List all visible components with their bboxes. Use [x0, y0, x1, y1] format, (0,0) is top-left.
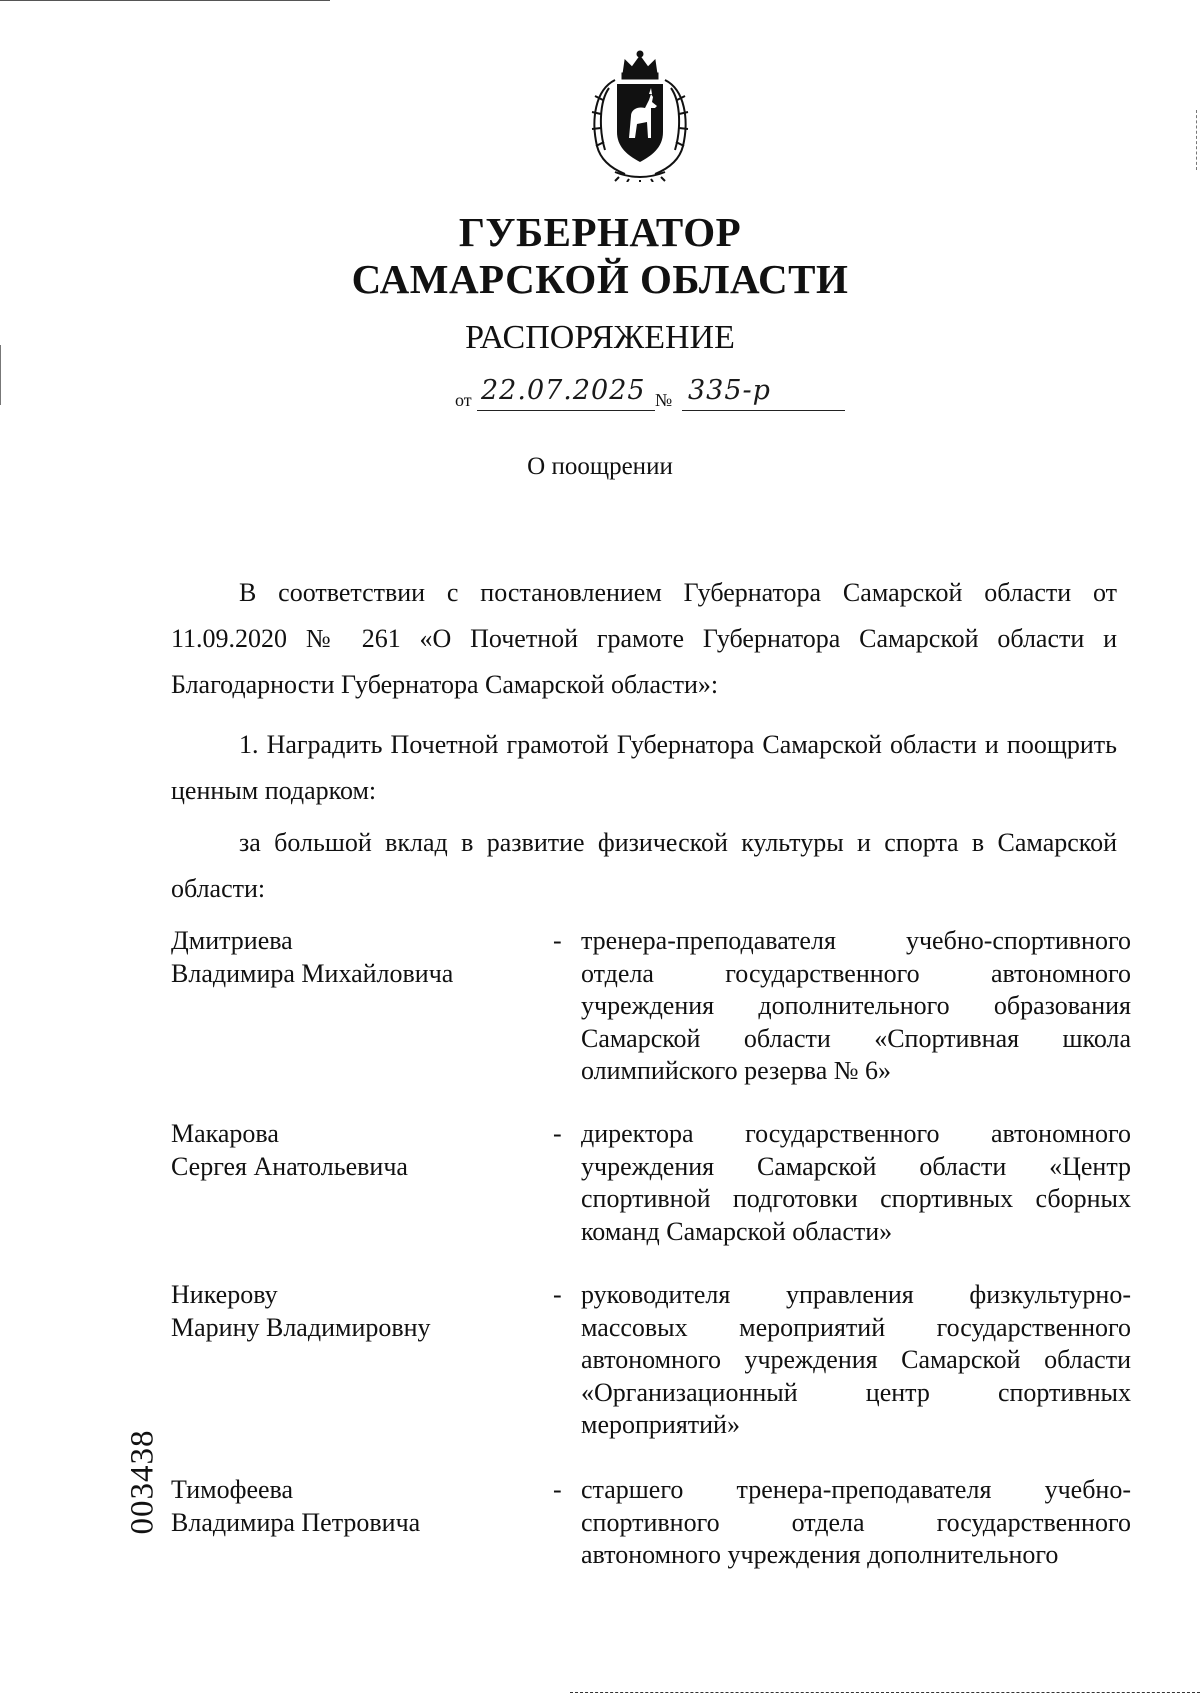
registration-line: [455, 372, 845, 416]
awardee-position: тренера-преподавателя учебно-спортивного отдела государственного автономного учреждения дополнительного образования Самарской области «Спортивная школа олимпийского резерва № 6»: [581, 926, 1131, 1085]
date-prefix: от: [455, 390, 472, 410]
coat-of-arms-icon: [585, 50, 695, 182]
awardee-given-names: Марину Владимировну: [171, 1312, 431, 1342]
item-1-paragraph: 1. Наградить Почетной грамотой Губернатора Самарской области и поощрить ценным подарком:: [171, 730, 1117, 805]
awardee-name: [171, 1118, 531, 1183]
entry-dash: -: [553, 1119, 562, 1148]
awardee-given-names: Сергея Анатольевича: [171, 1151, 408, 1181]
awardee-given-names: Владимира Михайловича: [171, 958, 454, 988]
preamble-paragraph: В соответствии с постановлением Губернатора Самарской области от 11.09.2020 № 261 «О Почетной грамоте Губернатора Самарской области и Благодарности Губернатора Самарской области»:: [171, 578, 1117, 699]
awardee-surname: Дмитриева: [171, 926, 293, 955]
page-bottom-rule: [570, 1692, 1200, 1693]
serial-number-stamp: [113, 1429, 173, 1535]
date-underline: [477, 410, 655, 411]
number-underline: [682, 410, 845, 411]
document-number: 335-р: [688, 375, 771, 406]
reason-paragraph: за большой вклад в развитие физической культуры и спорта в Самарской области:: [171, 828, 1117, 903]
awardee-position: руководителя управления физкультурно-массовых мероприятий государственного автономного учреждения Самарской области «Организационный центр спортивных мероприятий»: [581, 1280, 1131, 1439]
authority-title: ГУБЕРНАТОР: [458, 209, 742, 255]
awardee-name: [171, 1474, 531, 1539]
awardee-position: старшего тренера-преподавателя учебно-спортивного отдела государственного автономного учреждения дополнительного: [581, 1475, 1131, 1569]
entry-dash: -: [553, 1475, 562, 1504]
awardee-position: директора государственного автономного учреждения Самарской области «Центр спортивной подготовки спортивных сборных команд Самарской области»: [581, 1119, 1131, 1246]
awardee-surname: Никерову: [171, 1280, 278, 1309]
awardee-surname: Тимофеева: [171, 1475, 294, 1504]
entry-dash: -: [553, 926, 562, 955]
awardee-surname: Макарова: [171, 1119, 279, 1148]
entry-dash: -: [553, 1280, 562, 1309]
number-prefix: №: [655, 390, 673, 410]
awardee-given-names: Владимира Петровича: [171, 1507, 421, 1537]
awardee-name: [171, 1279, 531, 1344]
authority-region: САМАРСКОЙ ОБЛАСТИ: [351, 256, 849, 302]
scan-edge-line: [0, 0, 330, 1]
serial-number: 003438: [124, 1429, 161, 1535]
scan-edge-line: [1196, 110, 1199, 170]
document-type: РАСПОРЯЖЕНИЕ: [465, 319, 735, 356]
document-subject: О поощрении: [527, 453, 673, 480]
document-date: 22.07.2025: [481, 375, 646, 406]
awardee-name: [171, 925, 531, 990]
